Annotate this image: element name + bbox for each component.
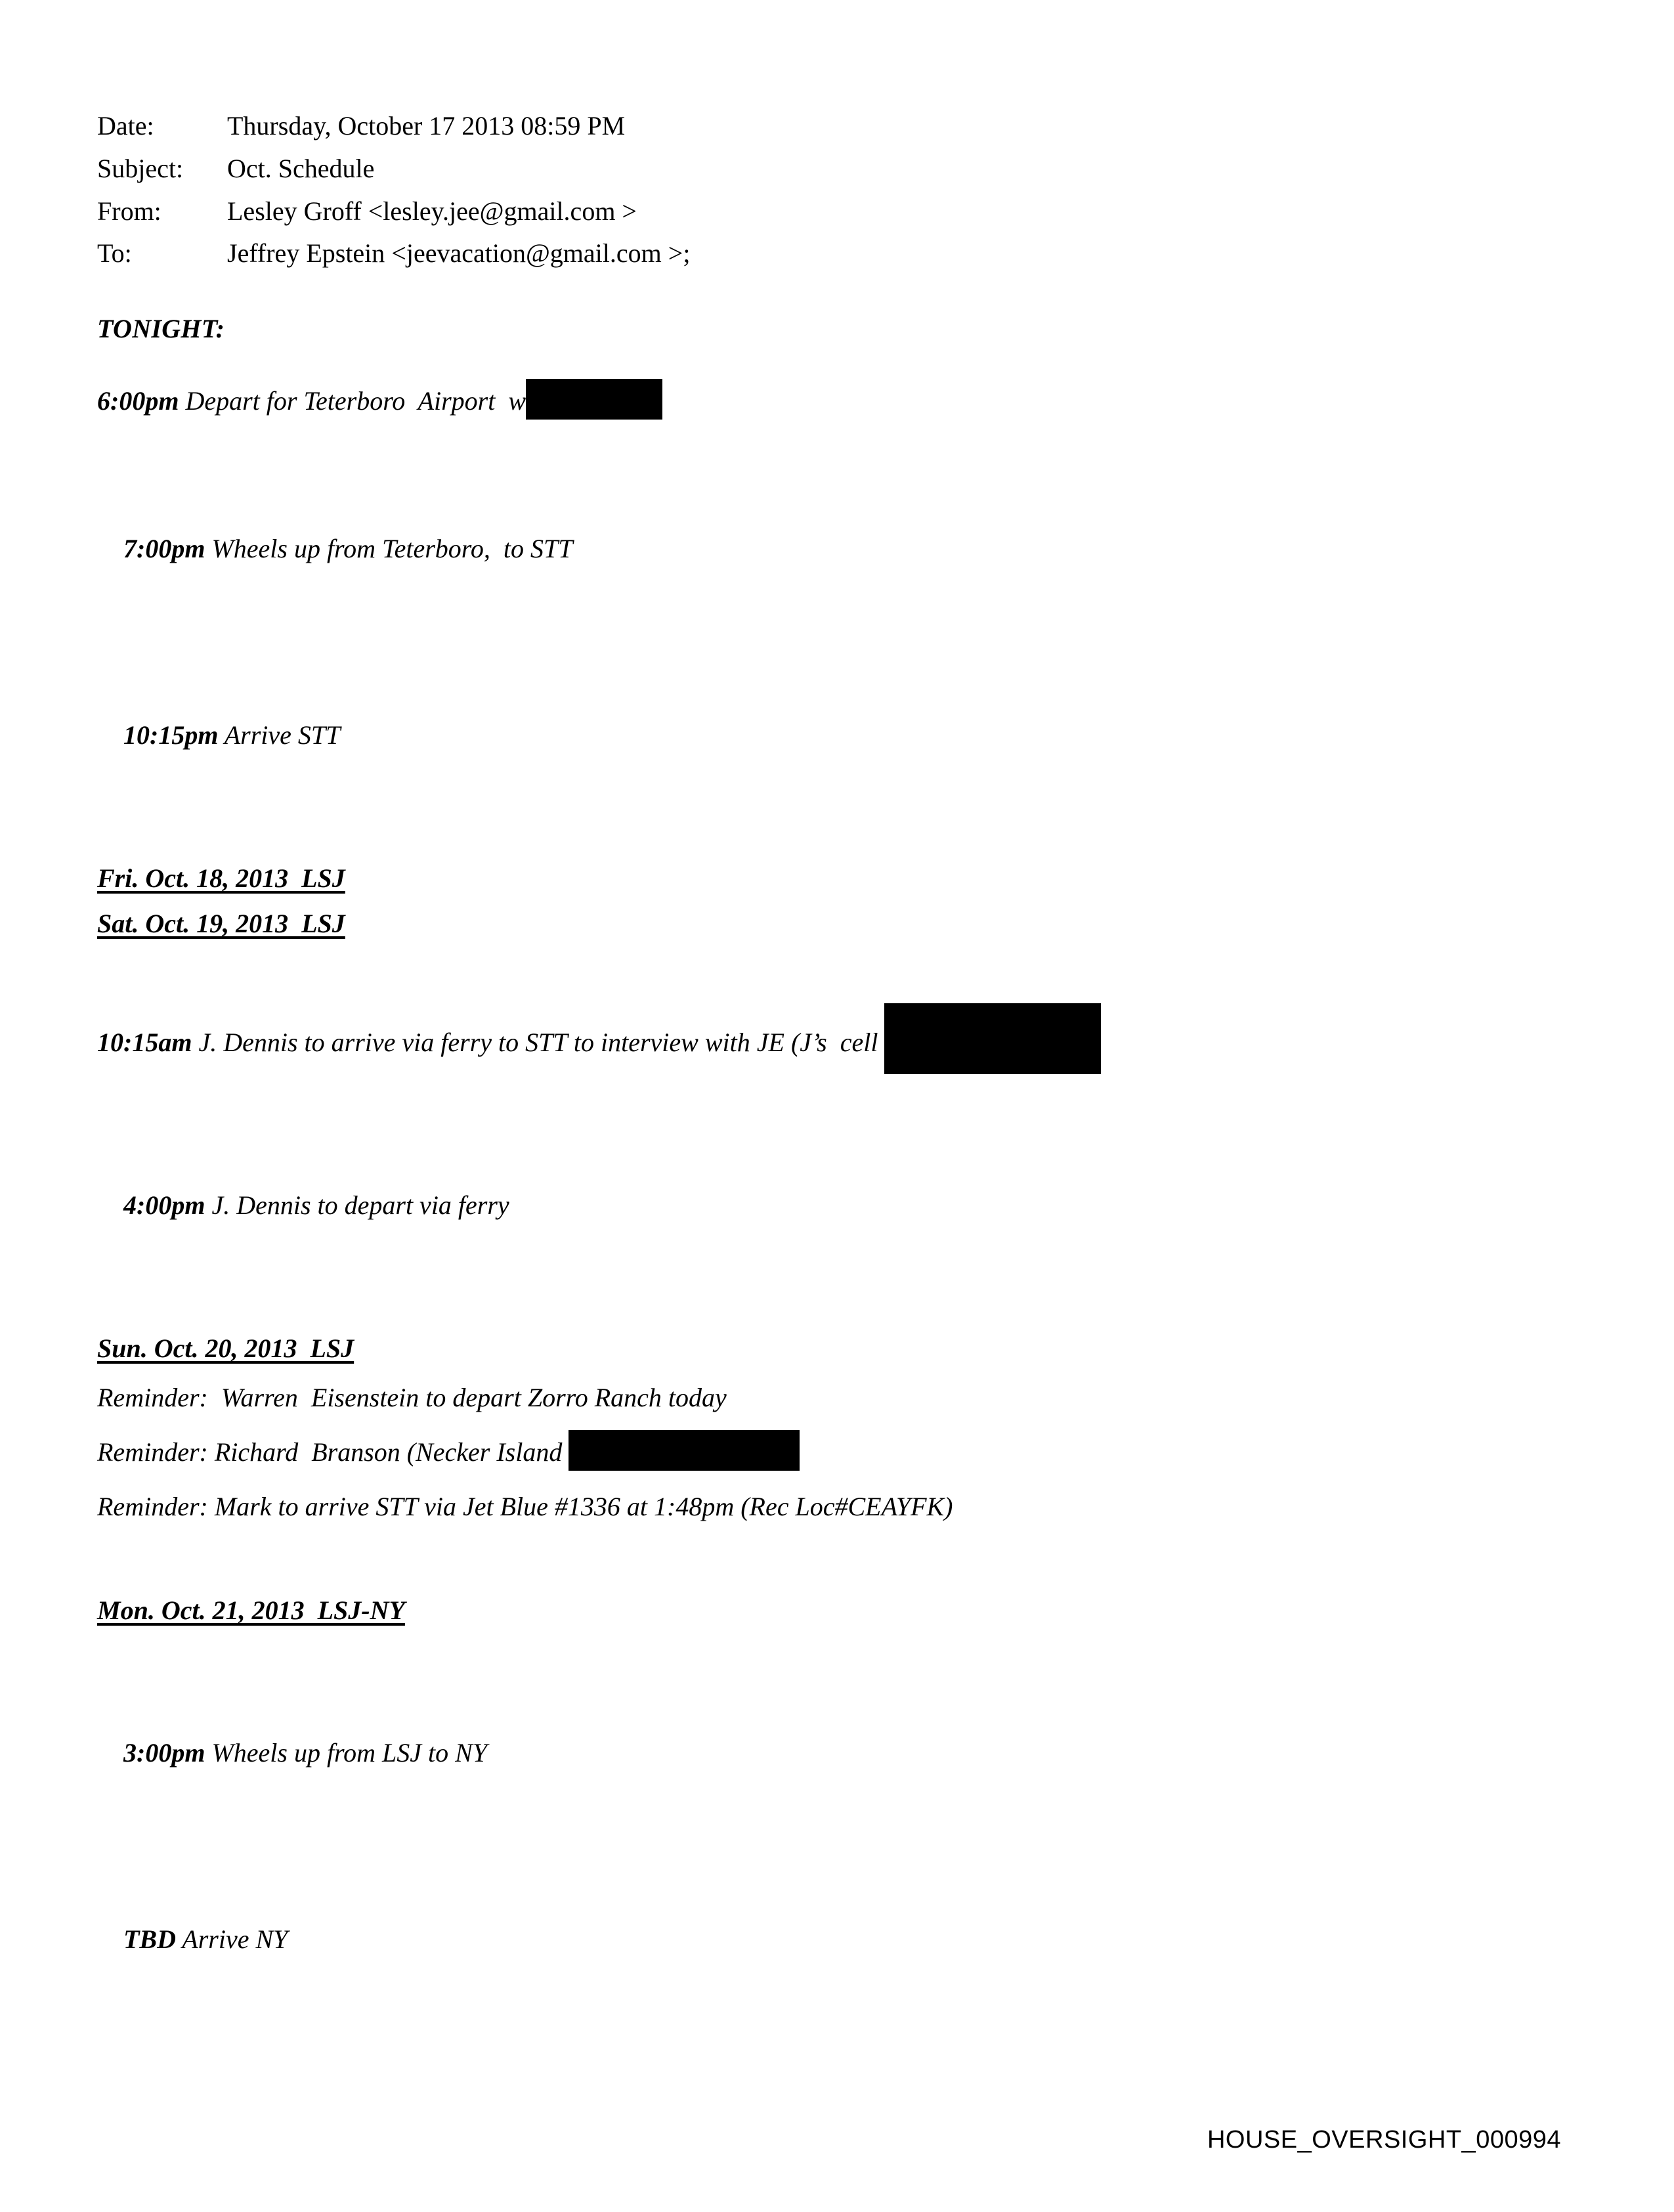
header-label-from: From: xyxy=(97,196,161,226)
entry-text: Wheels up from Teterboro, to STT xyxy=(205,534,573,564)
header-row-date xyxy=(97,105,1556,148)
entry-time: 10:15pm xyxy=(123,720,219,750)
header-row-from xyxy=(97,190,1556,233)
entry-text: J. Dennis to arrive via ferry to STT to interview with JE (J’s cell xyxy=(192,1028,885,1058)
header-label-to: To: xyxy=(97,238,132,269)
schedule-entry-dennis-arrive xyxy=(97,1007,1556,1078)
day-heading-friday: Fri. Oct. 18, 2013 LSJ xyxy=(97,863,345,894)
reminder-eisenstein: Reminder: Warren Eisenstein to depart Zorro Ranch today xyxy=(97,1383,727,1413)
entry-time: 6:00pm xyxy=(97,386,179,416)
reminder-text: Reminder: Richard Branson (Necker Island xyxy=(97,1437,569,1467)
schedule-entry-depart-teterboro xyxy=(97,381,1556,422)
header-value-from: Lesley Groff <lesley.jee@gmail.com > xyxy=(227,196,637,226)
schedule-entry-arrive-stt xyxy=(97,676,1556,794)
bates-number: HOUSE_OVERSIGHT_000994 xyxy=(1207,2126,1561,2154)
header-value-date: Thursday, October 17 2013 08:59 PM xyxy=(227,111,626,141)
entry-text: Arrive NY xyxy=(176,1924,288,1955)
entry-text: Wheels up from LSJ to NY xyxy=(205,1738,488,1768)
entry-time: 7:00pm xyxy=(123,534,205,564)
day-heading-saturday: Sat. Oct. 19, 2013 LSJ xyxy=(97,909,345,939)
header-value-to: Jeffrey Epstein <jeevacation@gmail.com >; xyxy=(227,238,691,269)
reminder-branson xyxy=(97,1432,1556,1473)
entry-text: Depart for Teterboro Airport w xyxy=(179,386,526,416)
header-label-date: Date: xyxy=(97,111,154,141)
email-header xyxy=(97,105,1556,275)
entry-text: Arrive STT xyxy=(218,720,341,750)
redaction-box xyxy=(569,1430,800,1471)
entry-time: 4:00pm xyxy=(123,1190,205,1221)
header-value-subject: Oct. Schedule xyxy=(227,153,375,183)
header-label-subject: Subject: xyxy=(97,153,184,183)
schedule-entry-wheels-up-lsj xyxy=(97,1694,1556,1812)
schedule-entry-wheels-up-teterboro xyxy=(97,490,1556,608)
redaction-box xyxy=(526,379,662,420)
reminder-mark-jetblue: Reminder: Mark to arrive STT via Jet Blue #1336 at 1:48pm (Rec Loc#CEAYFK) xyxy=(97,1492,953,1522)
entry-time: 10:15am xyxy=(97,1028,192,1058)
redaction-box xyxy=(884,1003,1101,1074)
entry-time: TBD xyxy=(123,1924,176,1955)
entry-text: J. Dennis to depart via ferry xyxy=(205,1190,509,1221)
day-heading-monday: Mon. Oct. 21, 2013 LSJ-NY xyxy=(97,1595,405,1626)
tonight-heading: TONIGHT: xyxy=(97,314,225,344)
schedule-entry-arrive-ny xyxy=(97,1880,1556,1999)
header-row-to xyxy=(97,232,1556,275)
header-row-subject xyxy=(97,148,1556,190)
day-heading-sunday: Sun. Oct. 20, 2013 LSJ xyxy=(97,1334,354,1364)
entry-time: 3:00pm xyxy=(123,1738,205,1768)
schedule-entry-dennis-depart xyxy=(97,1146,1556,1265)
